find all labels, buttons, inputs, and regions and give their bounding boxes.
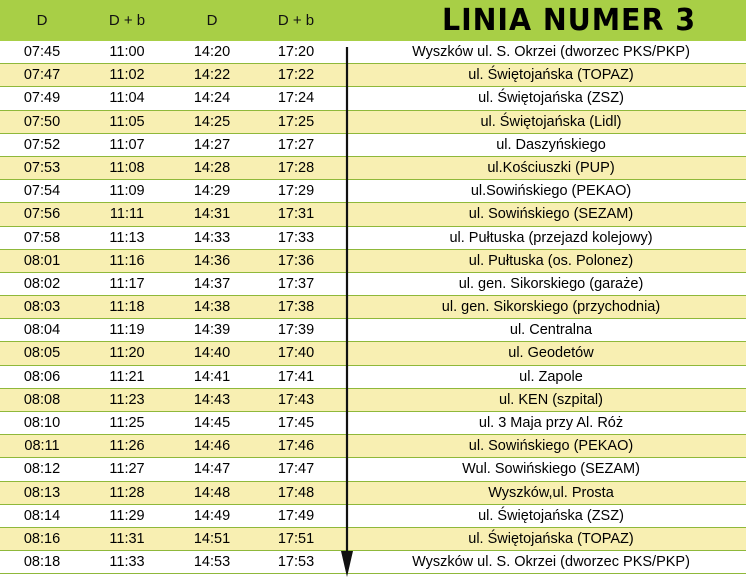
departure-time-db-2: 17:37: [277, 275, 315, 292]
table-row: [0, 273, 746, 296]
departure-time-d-2: 14:51: [193, 530, 231, 547]
table-row: [0, 342, 746, 365]
departure-time-db-2: 17:45: [277, 415, 315, 431]
down-arrow-icon: [339, 47, 355, 577]
departure-time-d-1: 08:16: [23, 530, 61, 547]
departure-time-db-2: 17:27: [277, 136, 315, 153]
page-title: LINIA NUMER 3: [441, 3, 697, 38]
stop-name: ul. Świętojańska (ZSZ): [478, 507, 624, 524]
table-row: [0, 111, 746, 134]
departure-time-db-1: 11:11: [109, 206, 145, 223]
column-header-db-1: D + b: [108, 12, 146, 29]
departure-time-d-2: 14:24: [193, 90, 231, 107]
departure-time-d-2: 14:53: [193, 554, 231, 571]
departure-time-d-1: 07:54: [23, 183, 61, 200]
stop-name: ul. Geodetów: [508, 345, 594, 362]
stop-name: ul. Sowińskiego (PEKAO): [468, 438, 634, 455]
table-row: [0, 505, 746, 528]
stop-name: ul. Pułtuska (przejazd kolejowy): [449, 229, 653, 246]
departure-time-db-2: 17:49: [277, 507, 315, 524]
table-row: [0, 458, 746, 481]
departure-time-d-2: 14:31: [193, 206, 231, 223]
departure-time-db-2: 17:25: [277, 113, 315, 130]
table-row: [0, 250, 746, 273]
table-row: [0, 134, 746, 157]
departure-time-db-1: 11:17: [109, 275, 145, 292]
departure-time-db-1: 11:13: [109, 229, 145, 246]
departure-time-d-2: 14:29: [193, 183, 231, 200]
departure-time-db-1: 11:23: [109, 391, 145, 408]
stop-name: ul. Centralna: [509, 322, 593, 339]
stop-name: ul. Świętojańska (Lidl): [480, 113, 622, 130]
departure-time-db-1: 11:33: [109, 554, 145, 571]
departure-time-d-2: 14:33: [193, 229, 231, 246]
departure-time-d-1: 08:08: [23, 391, 61, 408]
departure-time-db-2: 17:20: [277, 44, 315, 60]
departure-time-d-2: 14:20: [193, 44, 231, 60]
departure-time-d-1: 07:49: [23, 90, 61, 107]
departure-time-d-1: 08:02: [23, 275, 61, 292]
departure-time-d-1: 08:05: [23, 345, 61, 362]
departure-time-d-1: 08:10: [23, 415, 61, 431]
departure-time-d-2: 14:38: [193, 299, 231, 316]
departure-time-d-1: 07:56: [23, 206, 61, 223]
departure-time-db-1: 11:26: [109, 438, 145, 455]
stop-name: Wul. Sowińskiego (SEZAM): [462, 461, 640, 478]
stop-name: ul.Kościuszki (PUP): [487, 159, 615, 176]
departure-time-db-2: 17:41: [277, 368, 315, 385]
departure-time-db-1: 11:08: [109, 159, 145, 176]
departure-time-d-1: 08:12: [23, 461, 61, 478]
departure-time-d-1: 07:58: [23, 229, 61, 246]
table-row: [0, 389, 746, 412]
departure-time-d-1: 07:52: [23, 136, 61, 153]
stop-name: ul. Sowińskiego (SEZAM): [468, 206, 634, 223]
departure-time-db-2: 17:48: [277, 484, 315, 501]
departure-time-db-1: 11:05: [109, 113, 145, 130]
departure-time-d-2: 14:41: [193, 368, 231, 385]
departure-time-d-2: 14:40: [193, 345, 231, 362]
departure-time-db-1: 11:09: [109, 183, 145, 200]
departure-time-db-2: 17:43: [277, 391, 315, 408]
departure-time-db-1: 11:21: [109, 368, 145, 385]
departure-time-db-1: 11:19: [109, 322, 145, 339]
departure-time-db-2: 17:40: [277, 345, 315, 362]
departure-time-db-2: 17:47: [277, 461, 315, 478]
departure-time-db-2: 17:22: [277, 67, 315, 84]
stop-name: ul. Zapole: [519, 368, 583, 385]
table-row: [0, 157, 746, 180]
table-row: [0, 87, 746, 110]
departure-time-db-2: 17:28: [277, 159, 315, 176]
departure-time-d-2: 14:45: [193, 415, 231, 431]
column-header-d-1: D: [36, 12, 48, 29]
departure-time-db-2: 17:38: [277, 299, 315, 316]
stop-name: ul. Daszyńskiego: [496, 136, 606, 153]
stop-name: ul. Świętojańska (TOPAZ): [468, 67, 634, 84]
departure-time-d-2: 14:43: [193, 391, 231, 408]
departure-time-db-1: 11:29: [109, 507, 145, 524]
stop-name: ul. Świętojańska (TOPAZ): [468, 530, 634, 547]
table-row: [0, 203, 746, 226]
departure-time-d-2: 14:22: [193, 67, 231, 84]
stop-name: ul. Świętojańska (ZSZ): [478, 90, 624, 107]
column-header-db-2: D + b: [277, 12, 315, 29]
table-row: [0, 435, 746, 458]
departure-time-d-2: 14:27: [193, 136, 231, 153]
departure-time-db-2: 17:53: [277, 554, 315, 571]
timetable-body: [0, 41, 746, 574]
stop-name: ul. gen. Sikorskiego (garaże): [458, 275, 644, 292]
table-row: [0, 319, 746, 342]
table-row: [0, 366, 746, 389]
departure-time-d-1: 08:13: [23, 484, 61, 501]
departure-time-db-2: 17:33: [277, 229, 315, 246]
departure-time-d-1: 08:06: [23, 368, 61, 385]
departure-time-db-1: 11:07: [109, 136, 145, 153]
departure-time-db-1: 11:02: [109, 67, 145, 84]
stop-name: Wyszków,ul. Prosta: [488, 484, 614, 501]
departure-time-db-1: 11:18: [109, 299, 145, 316]
departure-time-d-2: 14:39: [193, 322, 231, 339]
departure-time-d-2: 14:25: [193, 113, 231, 130]
departure-time-d-2: 14:28: [193, 159, 231, 176]
departure-time-d-1: 08:11: [24, 438, 60, 455]
departure-time-d-1: 07:50: [23, 113, 61, 130]
departure-time-db-2: 17:46: [277, 438, 315, 455]
departure-time-d-1: 08:01: [23, 252, 61, 269]
stop-name: ul. KEN (szpital): [499, 391, 603, 408]
departure-time-db-2: 17:39: [277, 322, 315, 339]
departure-time-db-1: 11:31: [109, 530, 145, 547]
column-header-d-2: D: [206, 12, 218, 29]
departure-time-db-1: 11:16: [109, 252, 145, 269]
departure-time-d-2: 14:49: [193, 507, 231, 524]
departure-time-d-1: 08:03: [23, 299, 61, 316]
departure-time-db-1: 11:27: [109, 461, 145, 478]
stop-name: ul.Sowińskiego (PEKAO): [470, 183, 632, 200]
departure-time-d-2: 14:48: [193, 484, 231, 501]
table-row: [0, 296, 746, 319]
stop-name: ul. 3 Maja przy Al. Róż: [478, 415, 624, 431]
departure-time-d-1: 08:04: [23, 322, 61, 339]
departure-time-d-2: 14:37: [193, 275, 231, 292]
departure-time-d-1: 07:47: [23, 67, 61, 84]
departure-time-db-1: 11:20: [109, 345, 145, 362]
table-row: [0, 551, 746, 574]
departure-time-db-1: 11:28: [109, 484, 145, 501]
departure-time-db-2: 17:36: [277, 252, 315, 269]
departure-time-d-1: 08:18: [23, 554, 61, 571]
departure-time-d-1: 07:53: [23, 159, 61, 176]
stop-name: ul. gen. Sikorskiego (przychodnia): [441, 299, 661, 316]
departure-time-db-2: 17:24: [277, 90, 315, 107]
table-row: [0, 528, 746, 551]
departure-time-db-1: 11:00: [109, 44, 145, 60]
departure-time-db-1: 11:25: [109, 415, 145, 431]
departure-time-d-2: 14:36: [193, 252, 231, 269]
departure-time-d-1: 07:45: [23, 44, 61, 60]
departure-time-db-2: 17:29: [277, 183, 315, 200]
departure-time-db-2: 17:31: [277, 206, 315, 223]
table-row: [0, 412, 746, 435]
departure-time-db-2: 17:51: [277, 530, 315, 547]
table-row: [0, 41, 746, 64]
departure-time-d-1: 08:14: [23, 507, 61, 524]
table-row: [0, 482, 746, 505]
table-row: [0, 180, 746, 203]
stop-name: ul. Pułtuska (os. Polonez): [468, 252, 634, 269]
table-row: [0, 227, 746, 250]
stop-name: Wyszków ul. S. Okrzei (dworzec PKS/PKP): [412, 44, 690, 60]
stop-name: Wyszków ul. S. Okrzei (dworzec PKS/PKP): [412, 554, 690, 571]
departure-time-d-2: 14:46: [193, 438, 231, 455]
table-row: [0, 64, 746, 87]
timetable-header: [0, 0, 746, 41]
departure-time-d-2: 14:47: [193, 461, 231, 478]
departure-time-db-1: 11:04: [109, 90, 145, 107]
